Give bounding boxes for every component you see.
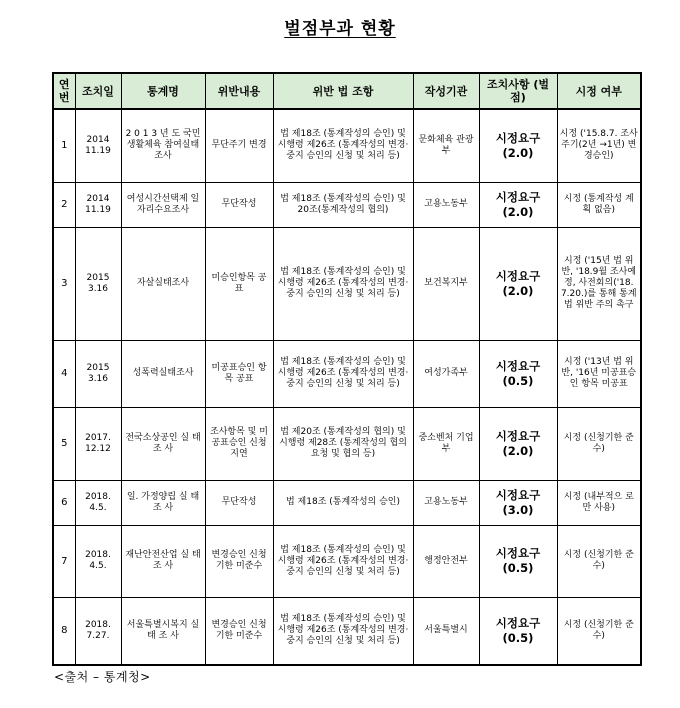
cell-agency: 여성가족부 bbox=[413, 340, 479, 407]
cell-corrected: 시정 (신청기한 준수) bbox=[557, 597, 641, 665]
source-note: <출처 – 통계청> bbox=[54, 670, 151, 684]
cell-stat: 전국소상공인 실 태 조 사 bbox=[121, 407, 205, 480]
cell-date: 2018. 7.27. bbox=[75, 597, 121, 665]
cell-violation: 변경승인 신청기한 미준수 bbox=[205, 525, 273, 597]
cell-violation: 조사항목 및 미공표승인 신청 지연 bbox=[205, 407, 273, 480]
header-action: 조치사항 (벌점) bbox=[479, 73, 557, 109]
cell-law: 법 제18조 (통계작성의 승인) 및 시행령 제26조 (통계작성의 변경·중지 승인의 신청 및 처리 등) bbox=[273, 109, 413, 182]
cell-no: 3 bbox=[53, 227, 75, 340]
cell-date: 2015 3.16 bbox=[75, 227, 121, 340]
cell-corrected: 시정 (신청기한 준수) bbox=[557, 407, 641, 480]
cell-violation: 변경승인 신청기한 미준수 bbox=[205, 597, 273, 665]
cell-stat: 2 0 1 3 년 도 국민생활체육 참여실태조사 bbox=[121, 109, 205, 182]
cell-violation: 무단작성 bbox=[205, 480, 273, 525]
cell-corrected: 시정 (내부적으 로만 사용) bbox=[557, 480, 641, 525]
cell-stat: 자살실태조사 bbox=[121, 227, 205, 340]
cell-law: 법 제18조 (통계작성의 승인) 및 시행령 제26조 (통계작성의 변경·중지 승인의 신청 및 처리 등) bbox=[273, 227, 413, 340]
cell-no: 7 bbox=[53, 525, 75, 597]
cell-agency: 중소벤처 기업부 bbox=[413, 407, 479, 480]
cell-violation: 무단주기 변경 bbox=[205, 109, 273, 182]
header-violation: 위반내용 bbox=[205, 73, 273, 109]
cell-date: 2018. 4.5. bbox=[75, 480, 121, 525]
cell-no: 4 bbox=[53, 340, 75, 407]
cell-date: 2017. 12.12 bbox=[75, 407, 121, 480]
cell-action: 시정요구 (2.0) bbox=[479, 182, 557, 227]
cell-date: 2015 3.16 bbox=[75, 340, 121, 407]
cell-agency: 보건복지부 bbox=[413, 227, 479, 340]
table-row bbox=[53, 597, 641, 665]
cell-stat: 성폭력실태조사 bbox=[121, 340, 205, 407]
header-agency: 작성기관 bbox=[413, 73, 479, 109]
header-law: 위반 법 조항 bbox=[273, 73, 413, 109]
header-no: 연번 bbox=[53, 73, 75, 109]
cell-agency: 서울특별시 bbox=[413, 597, 479, 665]
cell-no: 8 bbox=[53, 597, 75, 665]
cell-law: 법 제18조 (통계작성의 승인) bbox=[273, 480, 413, 525]
cell-action: 시정요구 (2.0) bbox=[479, 109, 557, 182]
cell-action: 시정요구 (3.0) bbox=[479, 480, 557, 525]
cell-violation: 미공표승인 항목 공표 bbox=[205, 340, 273, 407]
cell-corrected: 시정 ('13년 법 위반, '16년 미공표승인 항목 미공표 bbox=[557, 340, 641, 407]
cell-date: 2014 11.19 bbox=[75, 182, 121, 227]
cell-law: 법 제18조 (통계작성의 승인) 및 시행령 제26조 (통계작성의 변경·중지 승인의 신청 및 처리 등) bbox=[273, 597, 413, 665]
cell-action: 시정요구 (0.5) bbox=[479, 525, 557, 597]
cell-corrected: 시정 (신청기한 준수) bbox=[557, 525, 641, 597]
cell-law: 법 제20조 (통계작성의 협의) 및 시행령 제28조 (통계작성의 협의요청 및 협의 등) bbox=[273, 407, 413, 480]
cell-date: 2014 11.19 bbox=[75, 109, 121, 182]
table-row bbox=[53, 340, 641, 407]
header-stat: 통계명 bbox=[121, 73, 205, 109]
cell-agency: 문화체육 관광부 bbox=[413, 109, 479, 182]
cell-law: 법 제18조 (통계작성의 승인) 및 시행령 제26조 (통계작성의 변경·중지 승인의 신청 및 처리 등) bbox=[273, 340, 413, 407]
cell-no: 5 bbox=[53, 407, 75, 480]
header-date: 조치일 bbox=[75, 73, 121, 109]
penalty-table bbox=[52, 72, 642, 666]
cell-stat: 재난안전산업 실 태 조 사 bbox=[121, 525, 205, 597]
cell-no: 1 bbox=[53, 109, 75, 182]
cell-date: 2018. 4.5. bbox=[75, 525, 121, 597]
cell-agency: 고용노동부 bbox=[413, 182, 479, 227]
cell-action: 시정요구 (0.5) bbox=[479, 597, 557, 665]
cell-stat: 여성시간선택제 일자리수요조사 bbox=[121, 182, 205, 227]
cell-stat: 서울특별시복지 실 태 조 사 bbox=[121, 597, 205, 665]
cell-no: 2 bbox=[53, 182, 75, 227]
cell-corrected: 시정 (통계작성 계획 없음) bbox=[557, 182, 641, 227]
page-title: 벌점부과 현황 bbox=[284, 19, 396, 39]
cell-stat: 일. 가정양립 실 태 조 사 bbox=[121, 480, 205, 525]
cell-action: 시정요구 (2.0) bbox=[479, 407, 557, 480]
header-corrected: 시정 여부 bbox=[557, 73, 641, 109]
cell-law: 법 제18조 (통계작성의 승인) 및 20조(통계작성의 협의) bbox=[273, 182, 413, 227]
table-header-row bbox=[53, 73, 641, 109]
cell-violation: 미승인항목 공표 bbox=[205, 227, 273, 340]
table-row bbox=[53, 480, 641, 525]
cell-agency: 고용노동부 bbox=[413, 480, 479, 525]
cell-corrected: 시정 ('15.8.7. 조사주기(2년 →1년) 변경승인) bbox=[557, 109, 641, 182]
cell-corrected: 시정 ('15년 법 위반, '18.9월 조사예정, 사전회의('18. 7.20.)를 통해 통계법 위반 주의 촉구 bbox=[557, 227, 641, 340]
cell-action: 시정요구 (2.0) bbox=[479, 227, 557, 340]
cell-law: 법 제18조 (통계작성의 승인) 및 시행령 제26조 (통계작성의 변경·중지 승인의 신청 및 처리 등) bbox=[273, 525, 413, 597]
table-row bbox=[53, 227, 641, 340]
table-row bbox=[53, 182, 641, 227]
cell-violation: 무단작성 bbox=[205, 182, 273, 227]
table-row bbox=[53, 525, 641, 597]
table-row bbox=[53, 407, 641, 480]
cell-no: 6 bbox=[53, 480, 75, 525]
table-row bbox=[53, 109, 641, 182]
cell-action: 시정요구 (0.5) bbox=[479, 340, 557, 407]
cell-agency: 행정안전부 bbox=[413, 525, 479, 597]
